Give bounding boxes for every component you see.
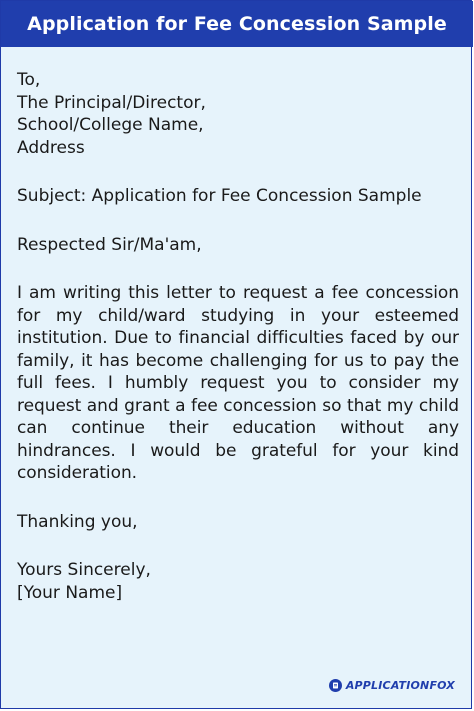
recipient-address <box>17 69 459 159</box>
signature-name: [Your Name] <box>17 582 123 603</box>
salutation <box>17 234 459 257</box>
page-title-banner <box>1 1 473 47</box>
address-line-institution: School/College Name, <box>17 115 204 135</box>
address-line-recipient: The Principal/Director, <box>17 92 206 113</box>
subject-line <box>17 185 459 208</box>
thanks-line <box>17 511 459 534</box>
salutation-text: Respected Sir/Ma'am, <box>17 234 202 255</box>
letter-body-paragraph: I am writing this letter to request a fee concession for my child/ward studying in your esteemed institution. Due to financial difficulties faced by our family, it has become challenging for us to pay the full fees. I humbly request you to consider my request and grant a fee concession so that my child can continue their education without any hindrances. I would be grateful for your kind consideration. <box>17 283 459 483</box>
brand-name: APPLICATIONFOX <box>345 679 455 692</box>
address-line-to: To, <box>17 70 41 90</box>
closing-text: Yours Sincerely, <box>17 560 151 580</box>
page-title: Application for Fee Concession Sample <box>27 13 447 35</box>
brand-watermark <box>329 679 455 692</box>
thanks-text: Thanking you, <box>17 511 138 532</box>
signature-block <box>17 559 459 604</box>
subject-text: Subject: Application for Fee Concession Sample <box>17 186 422 206</box>
address-line-address: Address <box>17 137 85 158</box>
applicationfox-logo-icon <box>329 679 342 692</box>
letter-content <box>17 69 459 630</box>
